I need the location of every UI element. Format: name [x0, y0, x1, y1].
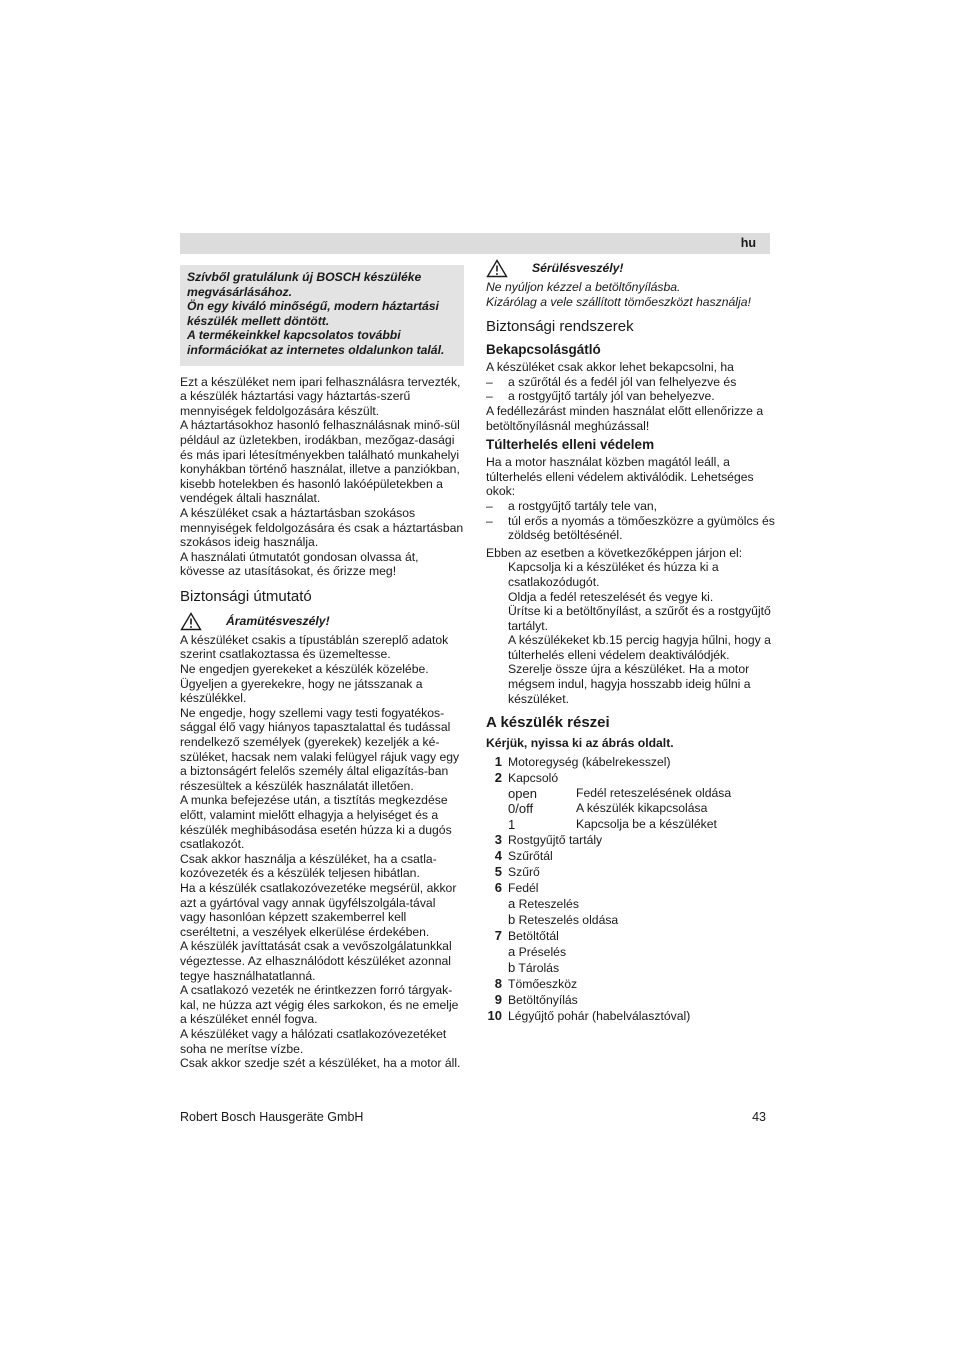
electric-warning — [180, 612, 464, 631]
switch-position: 1 Kapcsolja be a készüléket — [508, 816, 717, 832]
language-header-bar — [180, 233, 770, 254]
part-item: 1 Motoregység (kábelrekesszel) — [494, 753, 671, 769]
electric-warning-label: Áramütésveszély! — [226, 614, 330, 629]
switch-position: open Fedél reteszelésének oldása — [508, 785, 732, 801]
part-subitem: b Tárolás — [508, 960, 560, 976]
injury-line: Kizárólag a vele szállított tömőeszközt használja! — [486, 294, 751, 309]
part-item: 2 Kapcsoló — [494, 769, 559, 785]
injury-warning — [486, 259, 776, 278]
overload-action: A készülékeket kb.15 percig hagyja hűlni, hogy a túlterhelés elleni védelem deaktiválódjék. — [508, 633, 771, 662]
overload-action: Ürítse ki a betöltőnyílást, a szűrőt és a rostgyűjtő tartályt. — [508, 604, 771, 633]
safety-paragraph: A készüléket csakis a típustáblán szereplő adatok szerint csatlakoztassa és üzemeltesse. — [180, 632, 449, 662]
safety-paragraph: A készüléket vagy a hálózati csatlakozóvezetéket soha ne merítse vízbe. — [180, 1026, 447, 1056]
safety-paragraph: Csak akkor használja a készüléket, ha a csatla-kozóvezeték és a készülék teljesen hibátlan. — [180, 851, 437, 881]
safety-paragraph: A csatlakozó vezeték ne érintkezzen forró tárgyak-kal, ne húzza azt végig éles sarkokon, és ne emelje a készüléket ennél fogva. — [180, 983, 459, 1027]
safety-paragraph: Ha a készülék csatlakozóvezetéke megsérül, akkor azt a gyártóval vagy annak ügyfélszolgála-tával vagy hasonlóan képzett szakemberrel kell cseréltetni, a veszélyek elkerülése érdekében. — [180, 880, 457, 939]
safety-title: Biztonsági útmutató — [180, 587, 312, 605]
part-item: 5 Szűrő — [494, 864, 540, 880]
safety-paragraph: Csak akkor szedje szét a készüléket, ha a motor áll. — [180, 1056, 461, 1071]
interlock-item: – a szűrőtál és a fedél jól van felhelyezve és — [486, 374, 737, 389]
interlock-item: – a rostgyűjtő tartály jól van behelyezve. — [486, 389, 715, 404]
overload-title: Túlterhelés elleni védelem — [486, 437, 655, 453]
footer-company: Robert Bosch Hausgeräte GmbH — [180, 1110, 364, 1124]
interlock-note: A fedéllezárást minden használat előtt ellenőrizze a betöltőnyílásnál meghúzással! — [486, 403, 764, 433]
overload-action: Kapcsolja ki a készüléket és húzza ki a csatlakozódugót. — [508, 560, 719, 589]
safety-paragraph: Ne engedjen gyerekeket a készülék közelébe. Ügyeljen a gyerekekre, hogy ne játsszanak a készülékkel. — [180, 662, 429, 706]
warning-triangle-icon — [180, 612, 202, 631]
overload-item: – túl erős a nyomás a tömőeszközre a gyümölcs és zöldség betöltésénél. — [486, 513, 775, 543]
intro-box-line: A termékeinkkel kapcsolatos további információkat az internetes oldalunkon talál. — [187, 328, 445, 357]
overload-action: Szerelje össze újra a készüléket. Ha a motor mégsem indul, hagyja hosszabb ideig hűlni a készüléket. — [508, 662, 751, 706]
safety-paragraph: Ne engedje, hogy szellemi vagy testi fogyatékos-sággal élő vagy hiányos tapasztalattal és tudással rendelkező személyek (gyerekek) kezeljék a ké-szüléket, hacsak nem valaki felügyel rájuk vagy egy a biztonságért felelős személy által eligazítás-ban részesültek a készülék használatát illetően. — [180, 705, 460, 793]
language-code: hu — [740, 236, 756, 250]
part-item: 8 Tömőeszköz — [494, 976, 578, 992]
intro-box — [180, 265, 464, 366]
interlock-title: Bekapcsolásgátló — [486, 342, 601, 358]
injury-line: Ne nyúljon kézzel a betöltőnyílásba. — [486, 280, 681, 294]
overload-action: Oldja a fedél reteszelését és vegye ki. — [508, 589, 714, 604]
overload-item: – a rostgyűjtő tartály tele van, — [486, 498, 658, 513]
overload-intro: Ha a motor használat közben magától leáll, a túlterhelés elleni védelem aktiválódik. Lehetséges okok: — [486, 455, 754, 499]
part-item: 3 Rostgyűjtő tartály — [494, 832, 603, 848]
intro-paragraph: A háztartásokhoz hasonló felhasználásnak minő-sül például az üzletekben, irodákban, mezőgaz-dasági és más ipari létesítményekben található munkahelyi konyhákban történő használat, illetve a panziókban, kisebb hotelekben és hasonló lakóépületekben a vendégek általi használat. — [180, 418, 460, 506]
part-item: 9 Betöltőnyílás — [494, 992, 578, 1008]
intro-paragraph: Ezt a készüléket nem ipari felhasználásra tervezték, a készülék háztartási vagy háztartás-szerű mennyiségek feldolgozására készült. — [180, 374, 461, 418]
left-column — [180, 265, 464, 1071]
part-subitem: a Reteszelés — [508, 896, 579, 912]
part-subitem: b Reteszelés oldása — [508, 912, 619, 928]
intro-box-line: Ön egy kiváló minőségű, modern háztartási készülék mellett döntött. — [187, 299, 439, 328]
part-item: 10 Légyűjtő pohár (habelválasztóval) — [487, 1008, 691, 1024]
overload-action-intro: Ebben az esetben a következőképpen járjon el: — [486, 545, 743, 560]
part-item: 6 Fedél — [494, 880, 539, 896]
part-item: 4 Szűrőtál — [494, 848, 553, 864]
warning-triangle-icon — [486, 259, 508, 278]
intro-box-line: Szívből gratulálunk új BOSCH készüléke megvásárlásához. — [187, 270, 422, 299]
part-item: 7 Betöltőtál — [494, 928, 559, 944]
interlock-intro: A készüléket csak akkor lehet bekapcsolni, ha — [486, 360, 734, 375]
right-column — [486, 259, 776, 1024]
switch-position: 0/off A készülék kikapcsolása — [508, 801, 708, 817]
injury-warning-label: Sérülésveszély! — [532, 261, 624, 276]
intro-paragraph: A használati útmutatót gondosan olvassa át, kövesse az utasításokat, és őrizze meg! — [180, 549, 419, 579]
safety-paragraph: A munka befejezése után, a tisztítás megkezdése előtt, valamint mielőtt elhagyja a helyiséget és a készülék meghibásodása esetén húzza ki a dugós csatlakozót. — [180, 793, 452, 852]
safety-paragraph: A készülék javíttatását csak a vevőszolgálatunkkal végeztesse. Az elhasználódott készüléket azonnal tegye használhatatlanná. — [180, 939, 452, 983]
part-subitem: a Préselés — [508, 944, 567, 960]
parts-subtitle: Kérjük, nyissa ki az ábrás oldalt. — [486, 736, 674, 751]
systems-title: Biztonsági rendszerek — [486, 318, 634, 336]
parts-title: A készülék részei — [486, 714, 610, 732]
page-number: 43 — [752, 1110, 766, 1124]
intro-paragraph: A készüléket csak a háztartásban szokásos mennyiségek feldolgozására és csak a háztartásban szokásos ideig használja. — [180, 505, 464, 550]
